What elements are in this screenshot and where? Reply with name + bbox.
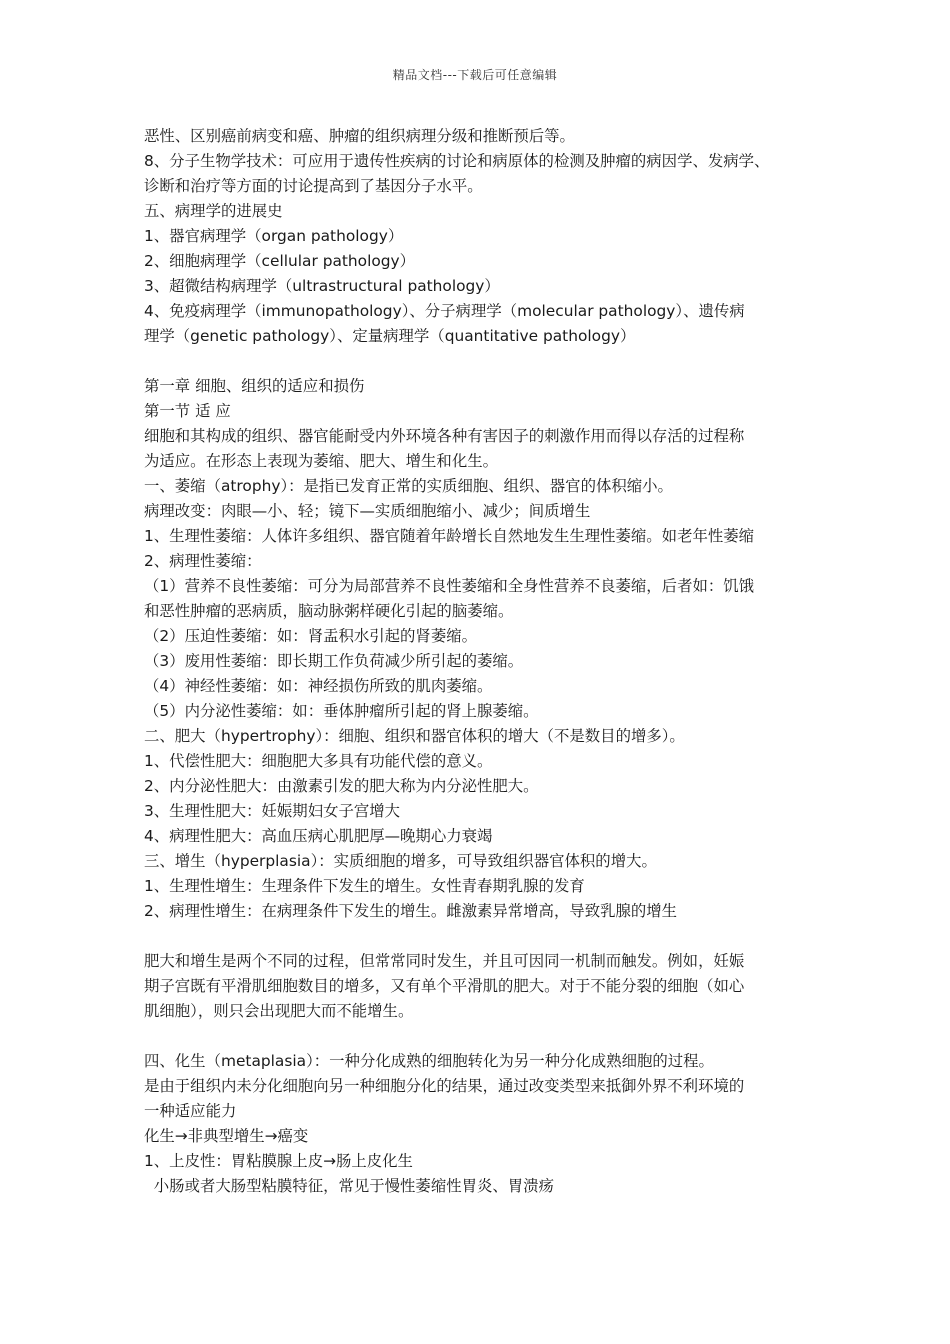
text-line: 肌细胞），则只会出现肥大而不能增生。 [144,1002,414,1020]
text-line: 1、生理性增生：生理条件下发生的增生。女性青春期乳腺的发育 [144,877,585,895]
text-line: 1、器官病理学（organ pathology） [144,227,404,245]
text-line: 1、代偿性肥大：细胞肥大多具有功能代偿的意义。 [144,752,493,770]
blank-line [144,349,810,374]
text-line: 肥大和增生是两个不同的过程，但常常同时发生，并且可因同一机制而触发。例如，妊娠 [144,952,745,970]
text-line: 二、肥大（hypertrophy）：细胞、组织和器官体积的增大（不是数目的增多）。 [144,727,685,745]
text-line: 期子宫既有平滑肌细胞数目的增多，又有单个平滑肌的肥大。对于不能分裂的细胞（如心 [144,977,745,995]
text-line: 小肠或者大肠型粘膜特征，常见于慢性萎缩性胃炎、胃溃疡 [144,1177,554,1195]
text-line: 化生→非典型增生→癌变 [144,1127,309,1145]
text-line: 2、内分泌性肥大：由激素引发的肥大称为内分泌性肥大。 [144,777,539,795]
text-line: 4、病理性肥大：高血压病心肌肥厚—晚期心力衰竭 [144,827,493,845]
text-line: 细胞和其构成的组织、器官能耐受内外环境各种有害因子的刺激作用而得以存活的过程称 [144,427,745,445]
blank-line [144,1024,810,1049]
text-line: 和恶性肿瘤的恶病质，脑动脉粥样硬化引起的脑萎缩。 [144,602,514,620]
document-body [144,124,810,1199]
text-line: 1、上皮性：胃粘膜腺上皮→肠上皮化生 [144,1152,413,1170]
text-line: （4）神经性萎缩：如：神经损伤所致的肌肉萎缩。 [144,677,493,695]
text-line: 第一章 细胞、组织的适应和损伤 [144,377,365,395]
text-line: 病理改变：肉眼—小、轻；镜下—实质细胞缩小、减少；间质增生 [144,502,591,520]
text-line: （1）营养不良性萎缩：可分为局部营养不良性萎缩和全身性营养不良萎缩，后者如：饥饿 [144,577,755,595]
text-line: 4、免疫病理学（immunopathology）、分子病理学（molecular pathology）、遗传病 [144,302,745,320]
text-line: 2、细胞病理学（cellular pathology） [144,252,416,270]
text-line: 理学（genetic pathology）、定量病理学（quantitative pathology） [144,327,636,345]
text-line: 2、病理性增生：在病理条件下发生的增生。雌激素异常增高，导致乳腺的增生 [144,902,678,920]
text-line: 2、病理性萎缩： [144,552,262,570]
text-line: 8、分子生物学技术：可应用于遗传性疾病的讨论和病原体的检测及肿瘤的病因学、发病学、 [144,152,770,170]
text-line: 第一节 适 应 [144,402,231,420]
blank-line [144,924,810,949]
text-line: （5）内分泌性萎缩：如：垂体肿瘤所引起的肾上腺萎缩。 [144,702,539,720]
text-line: 一、萎缩（atrophy）：是指已发育正常的实质细胞、组织、器官的体积缩小。 [144,477,673,495]
text-line: 五、病理学的进展史 [144,202,283,220]
text-line: 恶性、区别癌前病变和癌、肿瘤的组织病理分级和推断预后等。 [144,127,575,145]
text-line: 为适应。在形态上表现为萎缩、肥大、增生和化生。 [144,452,498,470]
text-line: （2）压迫性萎缩：如：肾盂积水引起的肾萎缩。 [144,627,477,645]
text-line: 3、生理性肥大：妊娠期妇女子宫增大 [144,802,401,820]
text-line: 3、超微结构病理学（ultrastructural pathology） [144,277,500,295]
page-header: 精品文档---下载后可任意编辑 [392,68,558,82]
text-line: 四、化生（metaplasia）：一种分化成熟的细胞转化为另一种分化成熟细胞的过程。 [144,1052,714,1070]
text-line: 是由于组织内未分化细胞向另一种细胞分化的结果，通过改变类型来抵御外界不利环境的 [144,1077,745,1095]
text-line: 三、增生（hyperplasia）：实质细胞的增多，可导致组织器官体积的增大。 [144,852,657,870]
text-line: 诊断和治疗等方面的讨论提高到了基因分子水平。 [144,177,483,195]
text-line: 一种适应能力 [144,1102,237,1120]
text-line: （3）废用性萎缩：即长期工作负荷减少所引起的萎缩。 [144,652,524,670]
text-line: 1、生理性萎缩：人体许多组织、器官随着年龄增长自然地发生生理性萎缩。如老年性萎缩 [144,527,755,545]
